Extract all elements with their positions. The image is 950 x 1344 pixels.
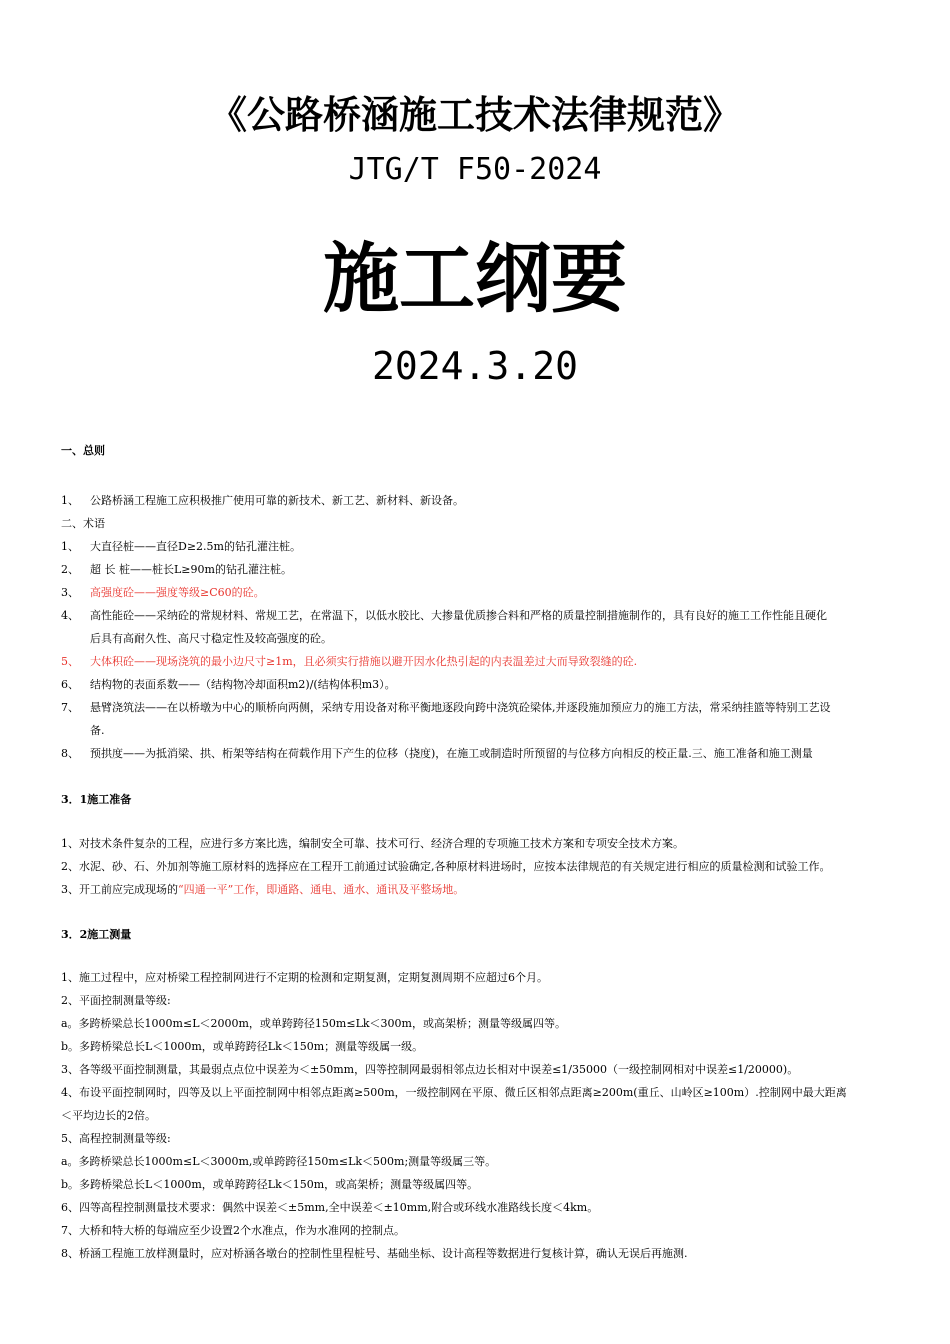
item-text: 大直径桩——直径D≥2.5m的钻孔灌注桩。: [90, 540, 301, 553]
survey-item-7: 7、大桥和特大桥的每端应至少设置2个水准点，作为水准网的控制点。: [61, 1224, 405, 1237]
item-number: 5、: [61, 655, 79, 668]
general-item-1: [61, 493, 464, 509]
survey-item-2a: a。多跨桥梁总长1000m≤L＜2000m，或单跨跨径150m≤Lk＜300m，或高架桥；测量等级属四等。: [61, 1017, 566, 1030]
item-text-highlight: “四通一平”工作，即通路、通电、通水、通讯及平整场地。: [178, 883, 465, 896]
item-number: 4、: [61, 609, 79, 622]
term-item-7-continuation: 备.: [90, 724, 105, 737]
item-text-highlight: 大体积砼——现场浇筑的最小边尺寸≥1m，且必须实行措施以避开因水化热引起的内表温差过大而导致裂缝的砼.: [90, 655, 638, 668]
survey-item-4-continuation: ＜平均边长的2倍。: [61, 1109, 156, 1122]
item-text: 超 长 桩——桩长L≥90m的钻孔灌注桩。: [90, 563, 292, 576]
preparation-item-2: 2、水泥、砂、石、外加剂等施工原材料的选择应在工程开工前通过试验确定,各种原材料进场时，应按本法律规范的有关规定进行相应的质量检测和试验工作。: [61, 860, 831, 873]
document-subtitle: 施工纲要: [323, 234, 627, 323]
standard-code: JTG/T F50-2024: [348, 152, 602, 187]
item-number: 8、: [61, 747, 79, 760]
preparation-item-1: 1、对技术条件复杂的工程，应进行多方案比选，编制安全可靠、技术可行、经济合理的专项施工技术方案和专项安全技术方案。: [61, 837, 684, 850]
section-heading-terms: 二、术语: [61, 517, 105, 530]
term-item-4-continuation: 后具有高耐久性、高尺寸稳定性及较高强度的砼。: [90, 632, 332, 645]
survey-item-1: 1、施工过程中，应对桥梁工程控制网进行不定期的检测和定期复测，定期复测周期不应超过6个月。: [61, 971, 548, 984]
term-item-8: [61, 746, 813, 762]
survey-item-5b: b。多跨桥梁总长L＜1000m，或单跨跨径Lk＜150m，或高架桥；测量等级属四等。: [61, 1178, 479, 1191]
item-text: 悬臂浇筑法——在以桥墩为中心的顺桥向两侧，采纳专用设备对称平衡地逐段向跨中浇筑砼梁体,并逐段施加预应力的施工方法，常采纳挂篮等特别工艺设: [90, 701, 831, 714]
term-item-7: [61, 700, 831, 716]
item-number: 1、: [61, 540, 79, 553]
document-date: 2024.3.20: [372, 344, 578, 388]
item-text: 高性能砼——采纳砼的常规材料、常规工艺，在常温下，以低水胶比、大掺量优质掺合料和严格的质量控制措施制作的，具有良好的施工工作性能且硬化: [90, 609, 827, 622]
item-number: 1、: [61, 494, 79, 507]
item-number: 7、: [61, 701, 79, 714]
term-item-1: [61, 539, 301, 555]
survey-item-5a: a。多跨桥梁总长1000m≤L＜3000m,或单跨跨径150m≤Lk＜500m;测量等级属三等。: [61, 1155, 497, 1168]
preparation-item-3: [61, 882, 464, 898]
term-item-4: [61, 608, 827, 624]
item-text: 公路桥涵工程施工应积极推广使用可靠的新技术、新工艺、新材料、新设备。: [90, 494, 464, 507]
item-text: 3、开工前应完成现场的: [61, 883, 178, 896]
item-number: 2、: [61, 563, 79, 576]
item-text: 预拱度——为抵消梁、拱、桁架等结构在荷载作用下产生的位移（挠度)，在施工或制造时所预留的与位移方向相反的校正量.三、施工准备和施工测量: [90, 747, 813, 760]
survey-item-2: 2、平面控制测量等级:: [61, 994, 171, 1007]
item-text: 结构物的表面系数——（结构物冷却面积m2)/(结构体积m3）。: [90, 678, 396, 691]
term-item-5: [61, 654, 637, 670]
document-title: 《公路桥涵施工技术法律规范》: [208, 92, 741, 137]
item-text-highlight: 高强度砼——强度等级≥C60的砼。: [90, 586, 265, 599]
section-heading-preparation: 3．1施工准备: [61, 793, 132, 806]
survey-item-2b: b。多跨桥梁总长L＜1000m，或单跨跨径Lk＜150m；测量等级属一级。: [61, 1040, 424, 1053]
survey-item-8: 8、桥涵工程施工放样测量时，应对桥涵各墩台的控制性里程桩号、基础坐标、设计高程等数据进行复核计算，确认无误后再施测.: [61, 1247, 688, 1260]
section-heading-general: 一、总则: [61, 444, 105, 457]
item-number: 6、: [61, 678, 79, 691]
term-item-6: [61, 677, 396, 693]
item-number: 3、: [61, 586, 79, 599]
term-item-2: [61, 562, 292, 578]
section-heading-survey: 3．2施工测量: [61, 928, 132, 941]
term-item-3: [61, 585, 265, 601]
survey-item-3: 3、各等级平面控制测量，其最弱点点位中误差为＜±50mm，四等控制网最弱相邻点边长相对中误差≤1/35000（一级控制网相对中误差≤1/20000)。: [61, 1063, 799, 1076]
survey-item-4: 4、布设平面控制网时，四等及以上平面控制网中相邻点距离≥500m，一级控制网在平原、微丘区相邻点距离≥200m(重丘、山岭区≥100m）.控制网中最大距离: [61, 1086, 847, 1099]
survey-item-5: 5、高程控制测量等级:: [61, 1132, 171, 1145]
survey-item-6: 6、四等高程控制测量技术要求：偶然中误差＜±5mm,全中误差＜±10mm,附合或环线水准路线长度＜4km。: [61, 1201, 599, 1214]
